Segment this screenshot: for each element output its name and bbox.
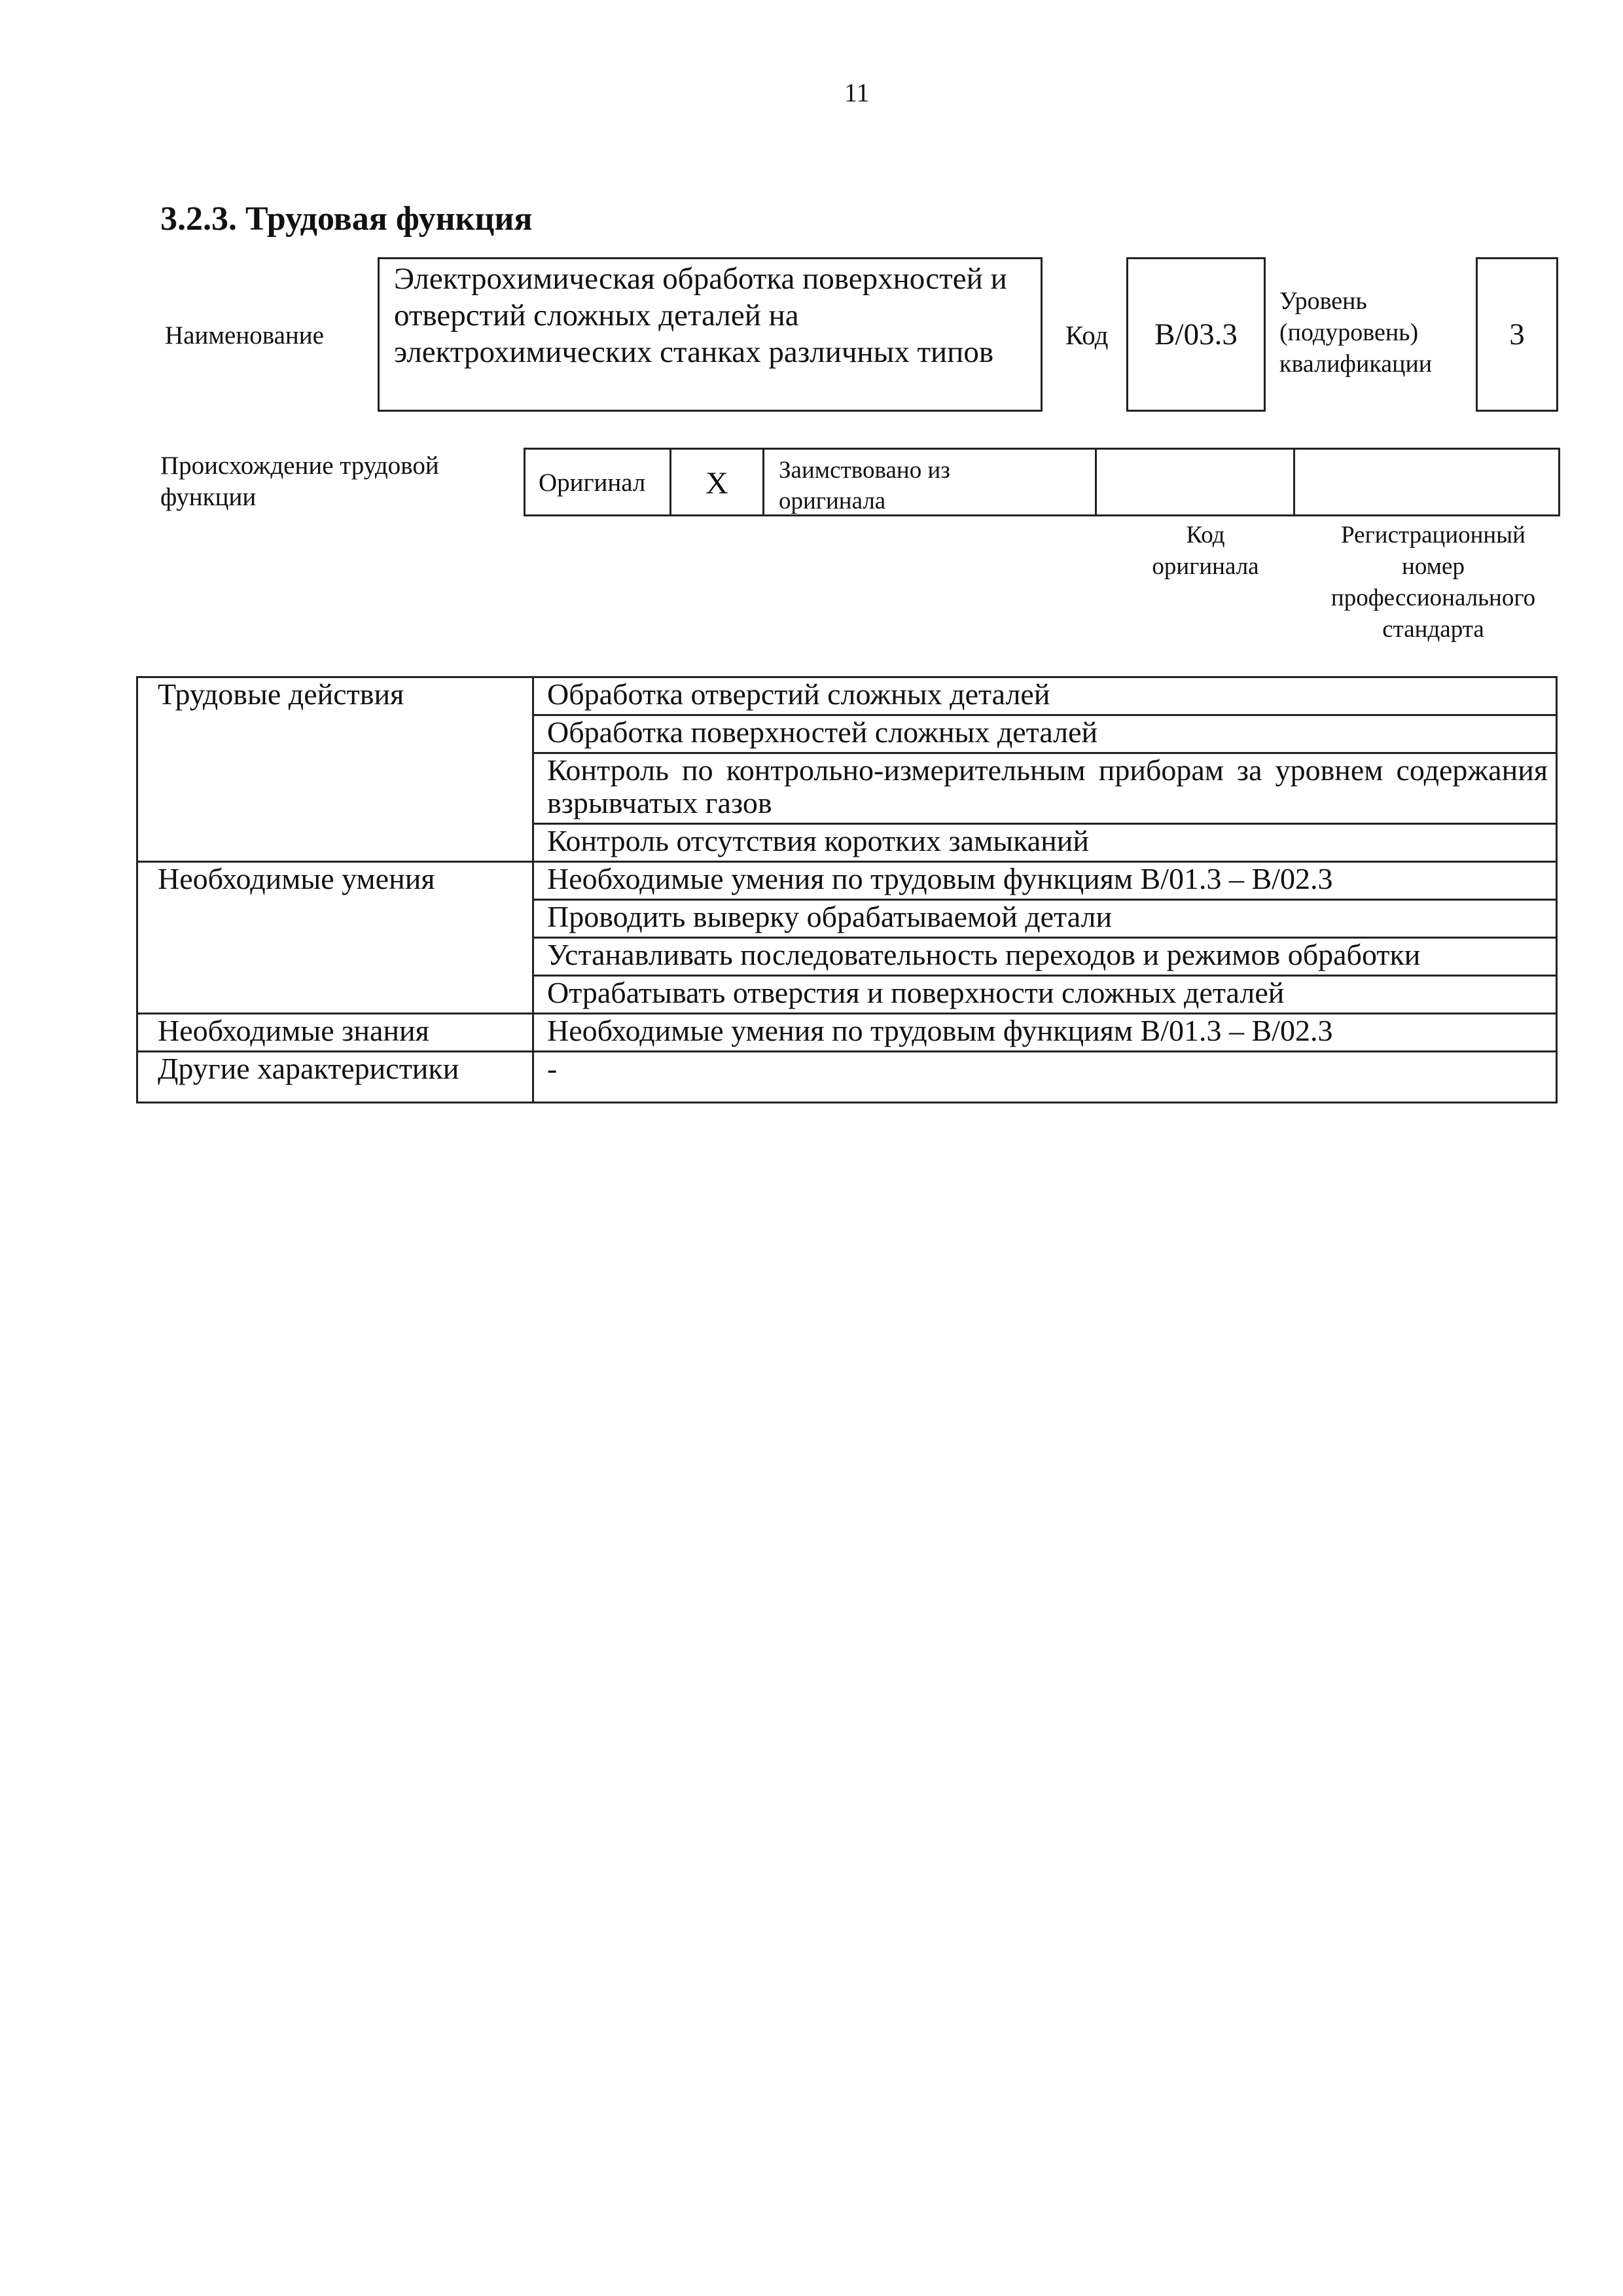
origin-label-text: Происхождение трудовой функции <box>160 452 439 511</box>
origin-label <box>160 450 488 513</box>
origin-borrowed-label: Заимствовано из оригинала <box>779 457 950 514</box>
origin-borrowed-cell <box>764 450 1097 514</box>
page-number: 11 <box>844 78 870 107</box>
labor-function-table <box>136 676 1558 1103</box>
table-row <box>137 677 1557 715</box>
code-label: Код <box>1065 320 1109 350</box>
labor-action-item: Обработка поверхностей сложных деталей <box>533 715 1557 753</box>
level-label-text: Уровень (подуровень) квалификации <box>1279 287 1433 378</box>
labor-action-item: Обработка отверстий сложных деталей <box>533 677 1557 715</box>
caption-code-original-text: Код оригинала <box>1152 522 1259 580</box>
skills-label: Необходимые умения <box>137 862 533 1014</box>
other-item: - <box>533 1052 1557 1103</box>
labor-action-item: Контроль отсутствия коротких замыканий <box>533 824 1557 862</box>
table-row <box>137 862 1557 900</box>
caption-code-original <box>1117 520 1294 583</box>
origin-original-mark: X <box>705 466 728 501</box>
labor-actions-label: Трудовые действия <box>137 677 533 862</box>
origin-code-cell <box>1097 450 1295 514</box>
origin-table <box>524 448 1560 516</box>
knowledge-item: Необходимые умения по трудовым функциям В/01.3 – В/02.3 <box>533 1014 1557 1052</box>
name-label: Наименование <box>165 321 324 350</box>
code-value-box: В/03.3 <box>1126 257 1266 412</box>
skill-item: Необходимые умения по трудовым функциям В/01.3 – В/02.3 <box>533 862 1557 900</box>
section-title: 3.2.3. Трудовая функция <box>160 200 533 238</box>
name-value-box: Электрохимическая обработка поверхностей и отверстий сложных деталей на электрохимических станках различных типов <box>378 257 1043 412</box>
level-value-box: 3 <box>1476 257 1558 412</box>
knowledge-label: Необходимые знания <box>137 1014 533 1052</box>
skill-item: Отрабатывать отверстия и поверхности сложных деталей <box>533 976 1557 1014</box>
caption-reg-number <box>1306 520 1561 645</box>
table-row <box>137 1014 1557 1052</box>
skill-item: Проводить выверку обрабатываемой детали <box>533 900 1557 938</box>
origin-original-cell <box>526 450 671 514</box>
other-label: Другие характеристики <box>137 1052 533 1103</box>
origin-original-label: Оригинал <box>539 469 646 497</box>
origin-original-mark-cell <box>671 450 764 514</box>
origin-reg-number-cell <box>1295 450 1558 514</box>
labor-action-item: Контроль по контрольно-измерительным приборам за уровнем содержания взрывчатых газов <box>533 753 1557 824</box>
skill-item: Устанавливать последовательность переходов и режимов обработки <box>533 938 1557 976</box>
level-label <box>1279 285 1443 380</box>
table-row <box>137 1052 1557 1103</box>
caption-reg-number-text: Регистрационный номер профессионального стандарта <box>1330 522 1536 643</box>
